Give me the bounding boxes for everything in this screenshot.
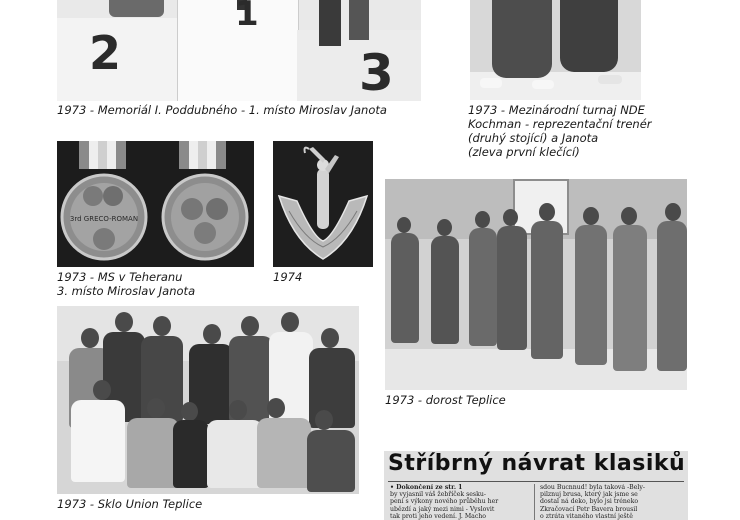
shoe-1 xyxy=(480,78,502,88)
athlete-head xyxy=(583,207,599,225)
podium-number-1: 1 xyxy=(235,0,259,34)
caption-sklo: 1973 - Sklo Union Teplice xyxy=(57,497,203,511)
athlete-right-leg-2 xyxy=(349,0,369,40)
caption-medal-line-1: 1973 - MS v Teheranu xyxy=(57,270,183,284)
ribbon-left xyxy=(79,141,126,169)
person-body xyxy=(173,420,209,488)
athlete-body xyxy=(613,225,647,371)
kneeling-person-1 xyxy=(492,0,552,78)
person-head xyxy=(315,410,333,430)
person-head xyxy=(93,380,111,400)
newspaper-col1-line: tak proti jeho vedení. J. Macho xyxy=(390,512,487,520)
newspaper-col2-line: dostal ná deko, bylo jsi tréneko xyxy=(540,498,639,506)
shoe-3 xyxy=(598,75,622,84)
caption-dorost: 1973 - dorost Teplice xyxy=(385,393,506,407)
shoe-2 xyxy=(532,80,554,89)
person-body xyxy=(257,418,311,488)
athlete-body xyxy=(497,226,527,350)
athlete-head xyxy=(503,209,518,226)
newspaper-col2-line: Zkračovací Petr Bavera brousil xyxy=(540,505,638,513)
trophy-illustration xyxy=(273,141,373,267)
newspaper-rule xyxy=(388,481,684,482)
athlete-right-leg-1 xyxy=(319,0,341,46)
athlete-head xyxy=(621,207,637,225)
athlete-body xyxy=(431,236,459,344)
podium-number-3: 3 xyxy=(359,44,394,101)
newspaper-column-1 xyxy=(390,484,530,520)
athlete-body xyxy=(657,221,687,371)
athlete-head xyxy=(475,211,490,228)
caption-nde-line-3: (druhý stojící) a Janota xyxy=(468,131,599,145)
person-head xyxy=(203,324,221,344)
person-head xyxy=(147,398,165,418)
athlete-head xyxy=(665,203,681,221)
medal-inscription: 3rd GRECO-ROMAN xyxy=(69,215,139,223)
person-head xyxy=(181,402,198,421)
trophy-photo xyxy=(273,141,373,267)
person-head xyxy=(115,312,133,332)
sklo-photo xyxy=(57,306,359,494)
caption-medal xyxy=(57,270,195,298)
athlete-head xyxy=(437,219,452,236)
podium-photo xyxy=(57,0,421,101)
person-head xyxy=(81,328,99,348)
person-head xyxy=(229,400,247,420)
newspaper-column-divider xyxy=(534,484,535,520)
caption-medal-line-2: 3. místo Miroslav Janota xyxy=(57,284,196,298)
medal-illustration xyxy=(57,141,254,267)
ribbon-right xyxy=(179,141,226,169)
athlete-left xyxy=(109,0,164,17)
dorost-photo xyxy=(385,179,687,390)
person-head xyxy=(267,398,285,418)
newspaper-col1-line: ubězdí a jaký mezi nimi - Vyslovit xyxy=(390,505,495,513)
caption-nde xyxy=(468,103,652,159)
athlete-body xyxy=(531,221,563,359)
caption-podium: 1973 - Memoriál I. Poddubného - 1. místo Miroslav Janota xyxy=(57,103,387,117)
newspaper-col2-line: sdou Bucnnud! byla taková -Bely- xyxy=(540,484,645,491)
caption-nde-line-1: 1973 - Mezinárodní turnaj NDE xyxy=(468,103,645,117)
person-head xyxy=(241,316,259,336)
trophy-figure xyxy=(317,169,329,229)
newspaper-col2-line: o ztráta vitaného vlastní ještě xyxy=(540,512,633,520)
person-body xyxy=(207,420,263,488)
person-body xyxy=(127,418,179,488)
athlete-body xyxy=(391,233,419,343)
person-body xyxy=(307,430,355,492)
athlete-head xyxy=(397,217,411,233)
person-body xyxy=(71,400,125,482)
newspaper-col1-line: pení s výkony nového průběhu her xyxy=(390,498,499,506)
caption-nde-line-2: Kochman - reprezentační trenér xyxy=(468,117,652,131)
caption-trophy: 1974 xyxy=(273,270,303,284)
kneeling-person-2 xyxy=(560,0,618,72)
newspaper-col1-line: • Dokončení ze str. 1 xyxy=(390,484,463,491)
podium-number-2: 2 xyxy=(89,26,122,80)
person-head xyxy=(281,312,299,332)
athlete-head xyxy=(539,203,555,221)
athlete-body xyxy=(469,228,497,346)
medal-photo xyxy=(57,141,254,267)
person-head xyxy=(321,328,339,348)
newspaper-headline: Stříbrný návrat klasiků xyxy=(388,451,686,476)
newspaper-clipping xyxy=(384,451,688,520)
newspaper-col2-line: pilznuj brusa, který jak jsme se xyxy=(540,491,638,499)
newspaper-column-2 xyxy=(540,484,684,520)
caption-nde-line-4: (zleva první klečící) xyxy=(468,145,580,159)
nde-photo xyxy=(470,0,641,100)
newspaper-col1-line: by vyjasnil váš žebříček sesku- xyxy=(390,491,486,499)
person-head xyxy=(153,316,171,336)
athlete-body xyxy=(575,225,607,365)
